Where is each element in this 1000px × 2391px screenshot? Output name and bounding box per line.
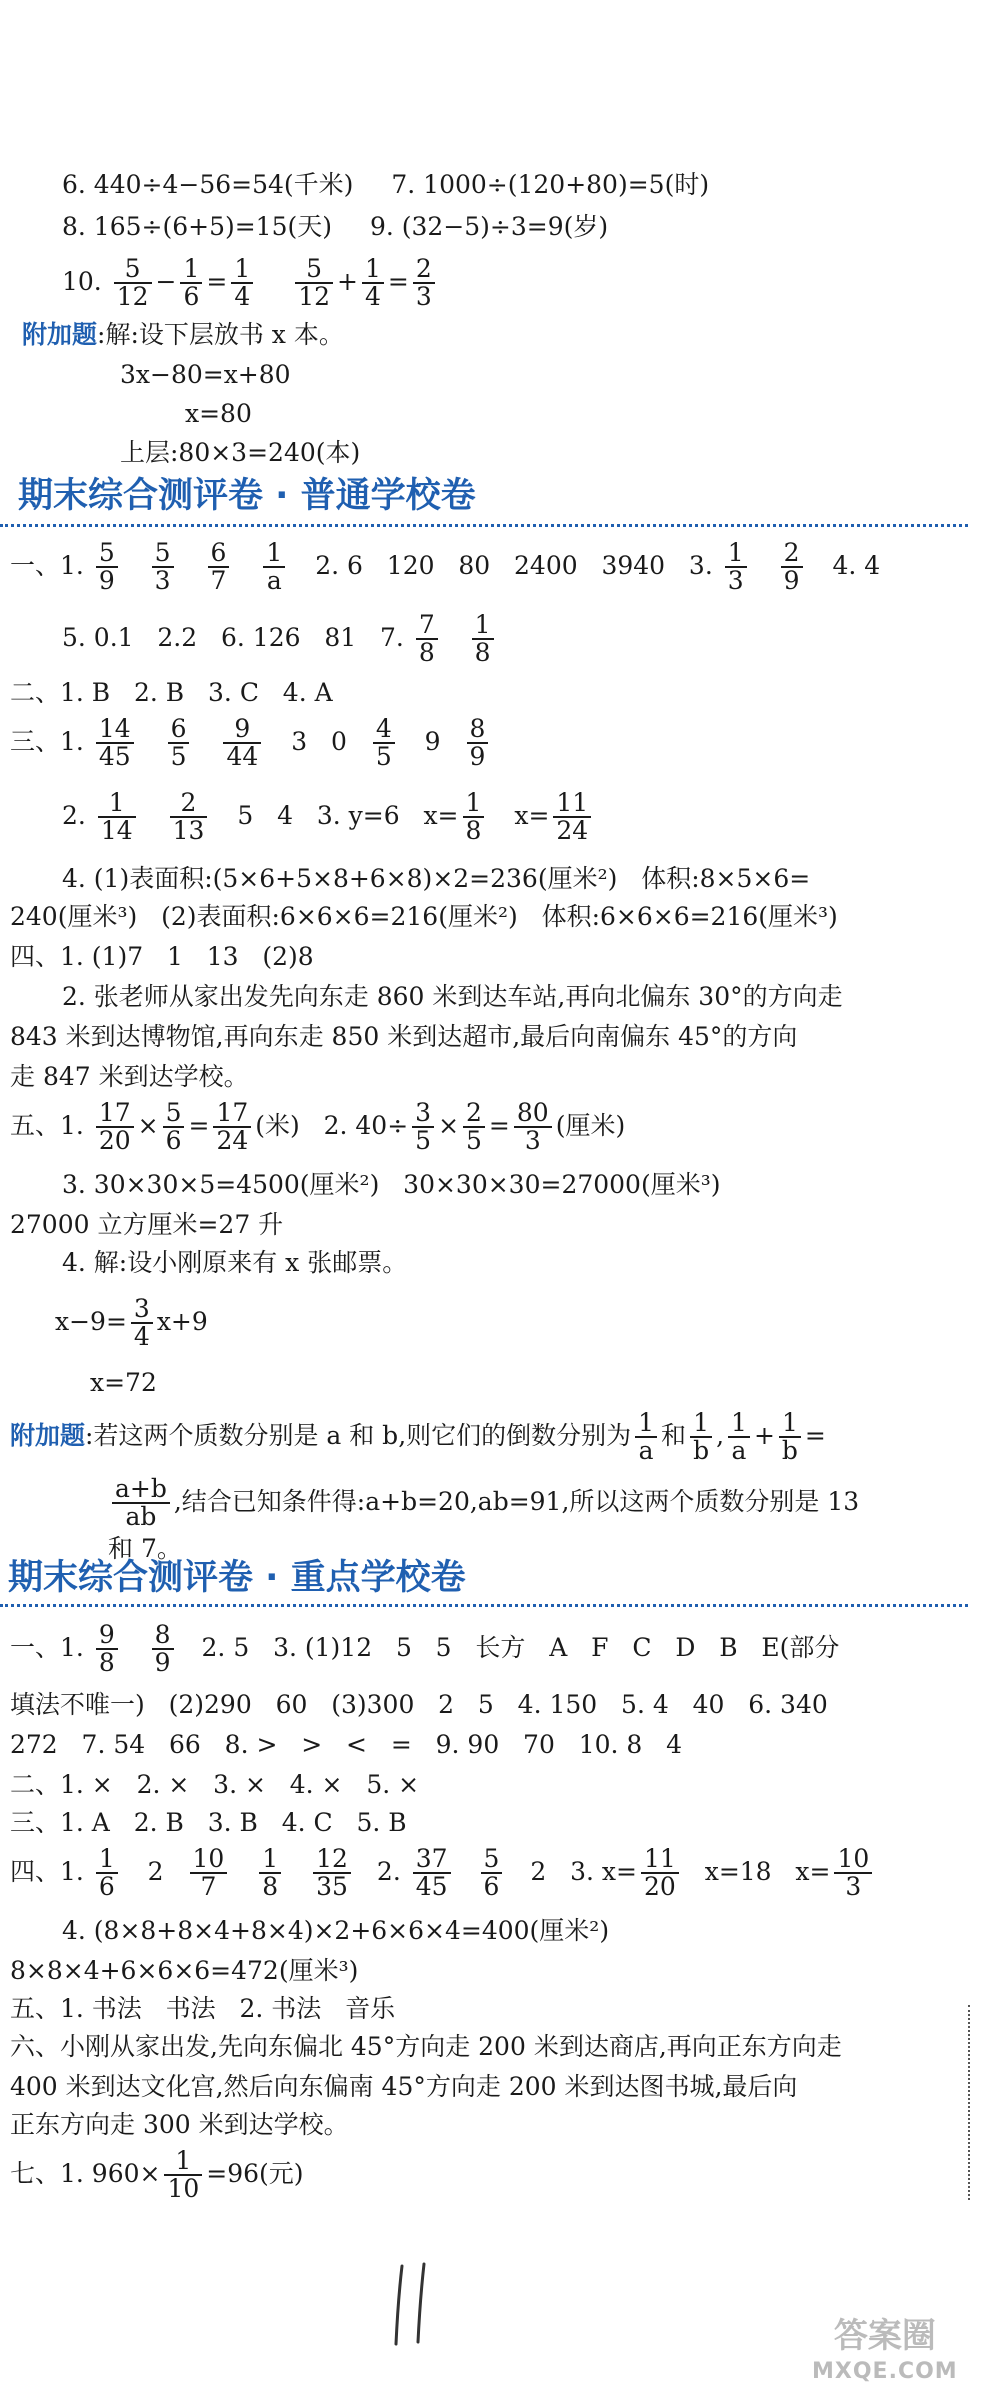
answer-line — [62, 168, 709, 202]
fraction: $\frac{5}{12}$ — [114, 256, 152, 311]
answer-9: 9. (32−5)÷3=9(岁) — [369, 212, 609, 241]
fraction: $\frac{17}{20}$ — [96, 1100, 134, 1155]
s1-part3-q4: 4. (1)表面积:(5×6+5×8+6×8)×2=236(厘米²) 体积:8×5×6= — [62, 864, 811, 893]
fraction: $\frac{1}{14}$ — [98, 790, 136, 845]
fraction: $\frac{1}{b}$ — [690, 1410, 712, 1465]
s1-extra-cont: 和 7。 — [108, 1534, 182, 1563]
answer-6: 6. 440÷4−56=54(千米) — [62, 170, 354, 199]
s2-part6: 六、小刚从家出发,先向东偏北 45°方向走 200 米到达商店,再向正东方向走 — [10, 2032, 842, 2061]
fraction: $\frac{1}{4}$ — [362, 256, 384, 311]
s2-part6-cont: 正东方向走 300 米到达学校。 — [10, 2110, 349, 2139]
fraction: $\frac{11}{24}$ — [553, 790, 591, 845]
s2-part4-q4-cont: 8×8×4+6×6×6=472(厘米³) — [10, 1956, 359, 1985]
fraction: $\frac{80}{3}$ — [514, 1100, 552, 1155]
fraction: $\frac{5}{9}$ — [96, 540, 118, 595]
s2-q1-cont: 272 7. 54 66 8. > > < = 9. 90 70 10. 8 4 — [10, 1730, 683, 1759]
s1-part3-q4-cont: 240(厘米³) (2)表面积:6×6×6=216(厘米²) 体积:6×6×6=216(厘米³) — [10, 902, 838, 931]
answer-line — [62, 210, 608, 244]
fraction: $\frac{2}{5}$ — [463, 1100, 485, 1155]
s2-part3: 三、1. A 2. B 3. B 4. C 5. B — [10, 1808, 407, 1837]
s1-q5: 5. 0.1 2.2 6. 126 81 7. $\frac{7}{8}$ $\frac{1}{8}$ — [62, 612, 498, 667]
extra-question: 附加题:解:设下层放书 x 本。 — [22, 320, 344, 349]
equation: x−9= $\frac{3}{4}$ x+9 — [55, 1294, 208, 1352]
s1-part4-q2-cont: 843 米到达博物馆,再向东走 850 米到达超市,最后向南偏东 45°的方向 — [10, 1022, 798, 1051]
fraction: $\frac{5}{6}$ — [163, 1100, 185, 1155]
equation: x=72 — [90, 1368, 157, 1397]
fraction: $\frac{9}{8}$ — [96, 1622, 118, 1677]
fraction: $\frac{12}{35}$ — [313, 1846, 351, 1901]
fraction: $\frac{1}{a}$ — [263, 540, 285, 595]
extra-tag: 附加题 — [22, 320, 98, 349]
answer-8: 8. 165÷(6+5)=15(天) — [62, 212, 332, 241]
fraction: $\frac{5}{6}$ — [481, 1846, 503, 1901]
equation: 上层:80×3=240(本) — [120, 438, 361, 467]
section-divider — [0, 1604, 968, 1607]
fraction: $\frac{1}{3}$ — [725, 540, 747, 595]
fraction: $\frac{4}{5}$ — [373, 716, 395, 771]
fraction: $\frac{1}{8}$ — [259, 1846, 281, 1901]
s2-part4-q1: 四、1. $\frac{1}{6}$ 2 $\frac{10}{7}$ $\frac{1}{8}$ $\frac{12}{35}$ 2. $\frac{37}{45}$ $\frac{5}{6}$ 2 3. x= $\frac{11}{20}$ x=18 x= $\frac{10}{3}$ — [10, 1846, 876, 1901]
s2-q1-cont: 填法不唯一) (2)290 60 (3)300 2 5 4. 150 5. 4 40 6. 340 — [10, 1690, 828, 1719]
fraction: $\frac{3}{4}$ — [131, 1296, 153, 1351]
fraction: $\frac{7}{8}$ — [416, 612, 438, 667]
s1-part5-q1: 五、1. $\frac{17}{20}$ × $\frac{5}{6}$ = $\frac{17}{24}$ (米) 2. 40÷ $\frac{3}{5}$ × $\frac{2}{5}$ = $\frac{80}{3}$ (厘米) — [10, 1098, 626, 1156]
s2-part4-q4: 4. (8×8+8×4+8×4)×2+6×6×4=400(厘米²) — [62, 1916, 610, 1945]
s1-extra: 附加题:若这两个质数分别是 a 和 b,则它们的倒数分别为 $\frac{1}{a}$ 和 $\frac{1}{b}$ , $\frac{1}{a}$ + $\frac{1}{b}$ = — [10, 1408, 826, 1466]
fraction: $\frac{1}{b}$ — [779, 1410, 801, 1465]
fraction: $\frac{5}{3}$ — [152, 540, 174, 595]
fraction: $\frac{9}{44}$ — [223, 716, 261, 771]
fraction: $\frac{1}{8}$ — [472, 612, 494, 667]
s2-part6-cont: 400 米到达文化宫,然后向东偏南 45°方向走 200 米到达图书城,最后向 — [10, 2072, 798, 2101]
fraction: $\frac{2}{13}$ — [170, 790, 208, 845]
fraction: $\frac{2}{3}$ — [413, 256, 435, 311]
section-title: 期末综合测评卷 · 普通学校卷 — [18, 476, 476, 516]
fraction: $\frac{10}{3}$ — [834, 1846, 872, 1901]
fraction: $\frac{a+b}{ab}$ — [112, 1476, 170, 1531]
fraction: $\frac{11}{20}$ — [641, 1846, 679, 1901]
fraction: $\frac{3}{5}$ — [412, 1100, 434, 1155]
fraction: $\frac{1}{a}$ — [635, 1410, 657, 1465]
s2-part7: 七、1. 960× $\frac{1}{10}$ =96(元) — [10, 2146, 304, 2204]
s1-part3: 三、1. $\frac{14}{45}$ $\frac{6}{5}$ $\frac{9}{44}$ 3 0 $\frac{4}{5}$ 9 $\frac{8}{9}$ — [10, 716, 492, 771]
equation: x=80 — [185, 399, 252, 428]
answer-10: 10. $\frac{5}{12}$ − $\frac{1}{6}$ = $\frac{1}{4}$ $\frac{5}{12}$ + $\frac{1}{4}$ = $\frac{2}{3}$ — [62, 256, 439, 311]
fraction: $\frac{1}{10}$ — [164, 2148, 202, 2203]
s1-part4-q2-cont: 走 847 米到达学校。 — [10, 1062, 249, 1091]
fraction: $\frac{37}{45}$ — [413, 1846, 451, 1901]
margin-rule — [968, 2005, 970, 2200]
s1-part5-q4: 4. 解:设小刚原来有 x 张邮票。 — [62, 1248, 408, 1277]
fraction: $\frac{8}{9}$ — [467, 716, 489, 771]
s1-part4-q2: 2. 张老师从家出发先向东走 860 米到达车站,再向北偏东 30°的方向走 — [62, 982, 843, 1011]
answer-7: 7. 1000÷(120+80)=5(时) — [391, 170, 710, 199]
fraction: $\frac{8}{9}$ — [152, 1622, 174, 1677]
fraction: $\frac{1}{8}$ — [463, 790, 485, 845]
s2-q1: 一、1. $\frac{9}{8}$ $\frac{8}{9}$ 2. 5 3. (1)12 5 5 长方 A F C D B E(部分 — [10, 1620, 840, 1678]
fraction: $\frac{1}{a}$ — [728, 1410, 750, 1465]
fraction: $\frac{10}{7}$ — [190, 1846, 228, 1901]
fraction: $\frac{6}{5}$ — [168, 716, 190, 771]
fraction: $\frac{5}{12}$ — [295, 256, 333, 311]
fraction: $\frac{17}{24}$ — [213, 1100, 251, 1155]
s1-part2: 二、1. B 2. B 3. C 4. A — [10, 678, 333, 707]
fraction: $\frac{2}{9}$ — [781, 540, 803, 595]
fraction: $\frac{1}{6}$ — [180, 256, 202, 311]
s1-q1: 一、1. $\frac{5}{9}$ $\frac{5}{3}$ $\frac{6}{7}$ $\frac{1}{a}$ 2. 6 120 80 2400 3940 3. $\frac{1}{3}$ $\frac{2}{9}$ 4. 4 — [10, 538, 881, 596]
watermark-logo: 答案圈 MXQE.COM — [812, 2316, 958, 2384]
section-title: 期末综合测评卷 · 重点学校卷 — [8, 1558, 466, 1598]
s2-part2: 二、1. × 2. × 3. × 4. × 5. × — [10, 1770, 420, 1799]
extra-tag: 附加题 — [10, 1420, 86, 1450]
s1-part5-q3-cont: 27000 立方厘米=27 升 — [10, 1210, 284, 1239]
s1-part5-q3: 3. 30×30×5=4500(厘米²) 30×30×30=27000(厘米³) — [62, 1170, 721, 1199]
handwritten-mark — [388, 2260, 436, 2350]
s1-part4-q1: 四、1. (1)7 1 13 (2)8 — [10, 942, 314, 971]
fraction: $\frac{1}{6}$ — [96, 1846, 118, 1901]
fraction: $\frac{6}{7}$ — [208, 540, 230, 595]
equation: 3x−80=x+80 — [120, 360, 291, 389]
fraction: $\frac{14}{45}$ — [96, 716, 134, 771]
fraction: $\frac{1}{4}$ — [231, 256, 253, 311]
s1-extra-cont: $\frac{a+b}{ab}$ ,结合已知条件得:a+b=20,ab=91,所以这两个质数分别是 13 — [108, 1476, 859, 1531]
s2-part5: 五、1. 书法 书法 2. 书法 音乐 — [10, 1994, 396, 2023]
section-divider — [0, 524, 968, 527]
s1-part3-q2: 2. $\frac{1}{14}$ $\frac{2}{13}$ 5 4 3. y=6 x= $\frac{1}{8}$ x= $\frac{11}{24}$ — [62, 790, 595, 845]
